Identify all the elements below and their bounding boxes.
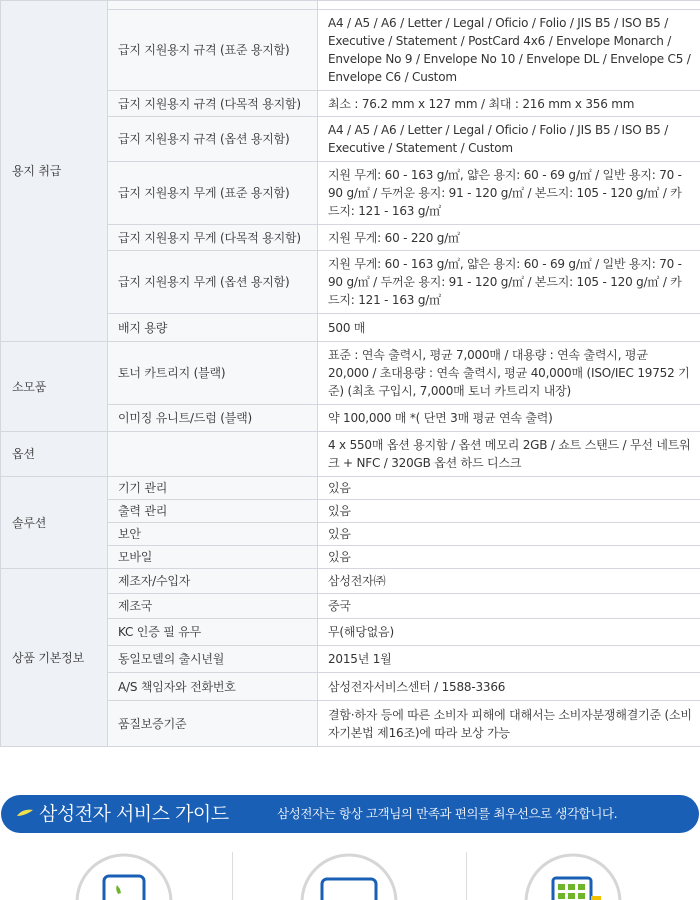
spec-value: 지원 무게: 60 - 220 g/㎡ xyxy=(318,225,700,251)
service-divider xyxy=(466,852,467,900)
spec-value: 결함·하자 등에 따른 소비자 피해에 대해서는 소비자분쟁해결기준 (소비자기본법 제16조)에 따라 보상 가능 xyxy=(318,701,700,747)
spec-label: 보안 xyxy=(108,523,318,546)
service-divider xyxy=(232,852,233,900)
spec-label: 품질보증기준 xyxy=(108,701,318,747)
spec-value: 있음 xyxy=(318,546,700,569)
spec-label: 급지 지원용지 무게 (표준 용지함) xyxy=(108,162,318,225)
guide-description: 삼성전자는 항상 고객님의 만족과 편의를 최우선으로 생각합니다. xyxy=(277,806,618,821)
spec-label: 급지 지원용지 규격 (옵션 용지함) xyxy=(108,117,318,162)
spec-value: 표준 : 연속 출력시, 평균 7,000매 / 대용량 : 연속 출력시, 평균 20,000 / 초대용량 : 연속 출력시, 평균 40,000매 (ISO/IEC 19752 기준) (최초 구입시, 7,000매 토너 카트리지 내장) xyxy=(318,342,700,405)
spec-label xyxy=(108,1,318,10)
spec-label: 급지 지원용지 무게 (옵션 용지함) xyxy=(108,251,318,314)
spec-row xyxy=(1,569,700,594)
spec-label: 이미징 유니트/드럼 (블랙) xyxy=(108,405,318,432)
spec-label: 급지 지원용지 규격 (표준 용지함) xyxy=(108,10,318,91)
service-item[interactable] xyxy=(523,852,623,900)
spec-value: 500 매 xyxy=(318,314,700,342)
spec-value: 삼성전자㈜ xyxy=(318,569,700,594)
spec-label xyxy=(108,432,318,477)
service-guide-banner xyxy=(1,795,699,833)
spec-label: 제조자/수입자 xyxy=(108,569,318,594)
spec-label: 동일모델의 출시년월 xyxy=(108,646,318,673)
spec-value: 무(해당없음) xyxy=(318,619,700,646)
spec-value: 중국 xyxy=(318,594,700,619)
spec-value: 약 100,000 매 *( 단면 3매 평균 연속 출력) xyxy=(318,405,700,432)
spec-row xyxy=(1,342,700,405)
spec-row xyxy=(1,1,700,10)
spec-value: 최소 : 76.2 mm x 127 mm / 최대 : 216 mm x 356 mm xyxy=(318,91,700,117)
phone-support-icon xyxy=(74,852,174,900)
guide-title: 삼성전자 서비스 가이드 xyxy=(39,803,229,825)
keypad-support-icon xyxy=(523,852,623,900)
spec-label: 급지 지원용지 규격 (다목적 용지함) xyxy=(108,91,318,117)
spec-value: 지원 무게: 60 - 163 g/㎡, 얇은 용지: 60 - 69 g/㎡ / 일반 용지: 70 - 90 g/㎡ / 두꺼운 용지: 91 - 120 g/㎡ / 본드지: 105 - 120 g/㎡ / 카드지: 121 - 163 g/㎡ xyxy=(318,251,700,314)
spec-value: 있음 xyxy=(318,500,700,523)
spec-row xyxy=(1,477,700,500)
service-icons xyxy=(0,850,700,900)
spec-label: 출력 관리 xyxy=(108,500,318,523)
spec-label: A/S 책임자와 전화번호 xyxy=(108,673,318,701)
spec-value: 삼성전자서비스센터 / 1588-3366 xyxy=(318,673,700,701)
service-item[interactable] xyxy=(299,852,399,900)
spec-label: 모바일 xyxy=(108,546,318,569)
spec-label: KC 인증 필 유무 xyxy=(108,619,318,646)
spec-value: 4 x 550매 옵션 용지함 / 옵션 메모리 2GB / 쇼트 스탠드 / 무선 네트워크 + NFC / 320GB 옵션 하드 디스크 xyxy=(318,432,700,477)
service-item[interactable] xyxy=(74,852,174,900)
category-options: 옵션 xyxy=(1,432,108,477)
spec-label: 급지 지원용지 무게 (다목적 용지함) xyxy=(108,225,318,251)
spec-label: 기기 관리 xyxy=(108,477,318,500)
spec-value xyxy=(318,1,700,10)
spec-row xyxy=(1,432,700,477)
spec-value: A4 / A5 / A6 / Letter / Legal / Oficio / Folio / JIS B5 / ISO B5 / Executive / Statement / PostCard 4x6 / Envelope Monarch / Envelope No 9 / Envelope No 10 / Envelope DL / Envelope C5 / Envelope C6 / Custom xyxy=(318,10,700,91)
spec-value: A4 / A5 / A6 / Letter / Legal / Oficio / Folio / JIS B5 / ISO B5 / Executive / Statement / Custom xyxy=(318,117,700,162)
category-product-info: 상품 기본정보 xyxy=(1,569,108,747)
leaf-icon xyxy=(17,809,33,817)
spec-value: 지원 무게: 60 - 163 g/㎡, 얇은 용지: 60 - 69 g/㎡ / 일반 용지: 70 - 90 g/㎡ / 두꺼운 용지: 91 - 120 g/㎡ / 본드지: 105 - 120 g/㎡ / 카드지: 121 - 163 g/㎡ xyxy=(318,162,700,225)
spec-label: 제조국 xyxy=(108,594,318,619)
spec-value: 있음 xyxy=(318,523,700,546)
category-consumables: 소모품 xyxy=(1,342,108,432)
tablet-support-icon xyxy=(299,852,399,900)
category-solutions: 솔루션 xyxy=(1,477,108,569)
spec-value: 있음 xyxy=(318,477,700,500)
spec-label: 배지 용량 xyxy=(108,314,318,342)
spec-label: 토너 카트리지 (블랙) xyxy=(108,342,318,405)
spec-value: 2015년 1월 xyxy=(318,646,700,673)
category-paper-handling: 용지 취급 xyxy=(1,1,108,342)
